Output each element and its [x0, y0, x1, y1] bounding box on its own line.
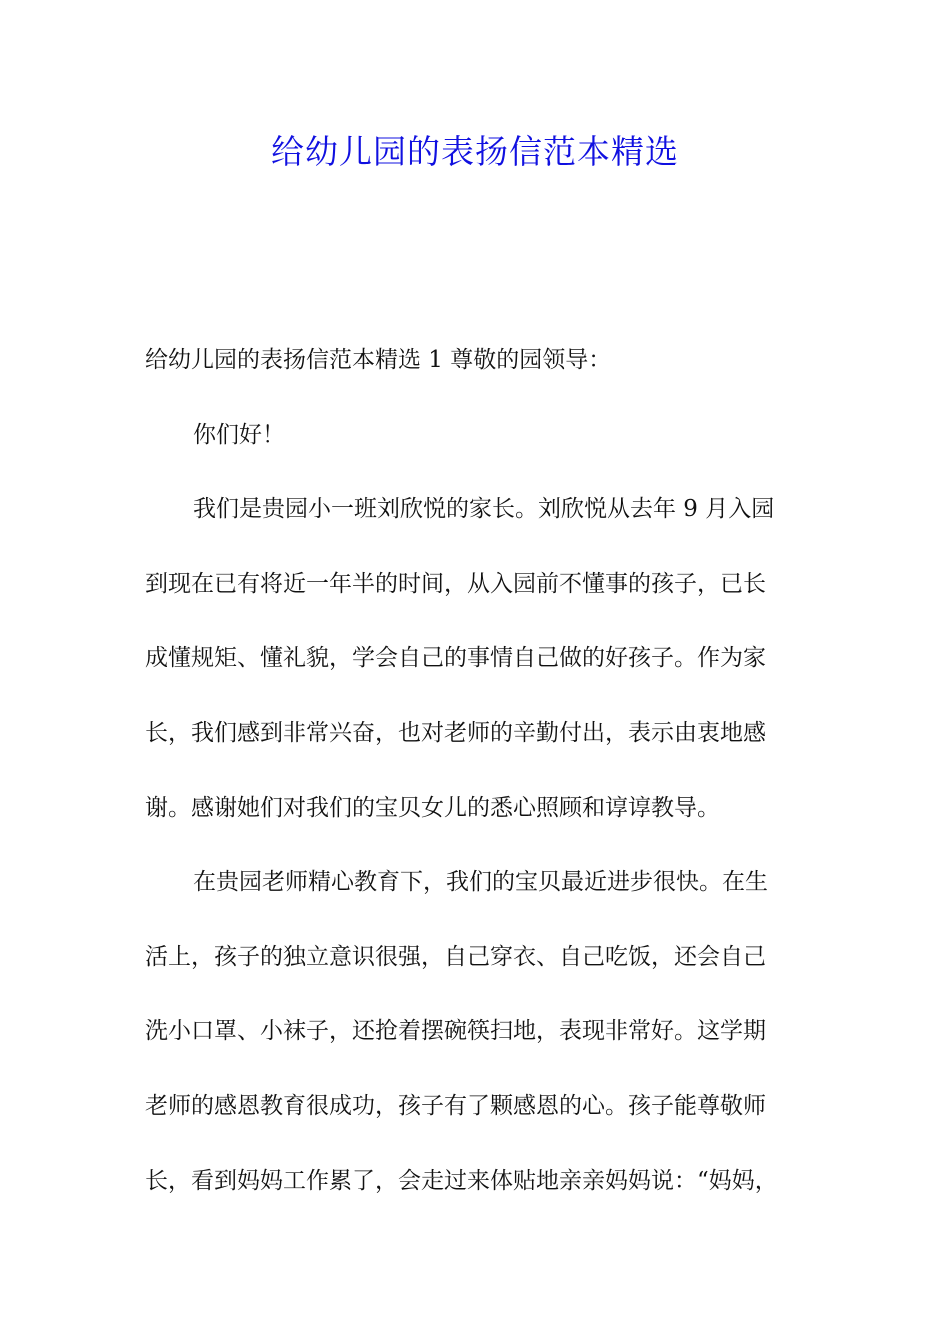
- paragraph-line: 活上，孩子的独立意识很强，自己穿衣、自己吃饭，还会自己: [145, 943, 766, 970]
- greeting-line: 你们好！: [193, 421, 285, 448]
- document-body: [145, 337, 835, 1232]
- paragraph-line: 老师的感恩教育很成功，孩子有了颗感恩的心。孩子能尊敬师: [145, 1092, 766, 1119]
- salutation-line: 给幼儿园的表扬信范本精选 1 尊敬的园领导：: [145, 347, 612, 373]
- paragraph-line: 我们是贵园小一班刘欣悦的家长。刘欣悦从去年 9 月入园: [193, 496, 775, 523]
- paragraph-line: 到现在已有将近一年半的时间，从入园前不懂事的孩子，已长: [145, 570, 766, 597]
- paragraph-line: 谢。感谢她们对我们的宝贝女儿的悉心照顾和谆谆教导。: [145, 794, 720, 821]
- paragraph-line: 长，看到妈妈工作累了，会走过来体贴地亲亲妈妈说：“妈妈，: [145, 1167, 778, 1194]
- paragraph-line: 成懂规矩、懂礼貌，学会自己的事情自己做的好孩子。作为家: [145, 645, 766, 672]
- document-title: 给幼儿园的表扬信范本精选: [271, 132, 679, 171]
- paragraph-line: 长，我们感到非常兴奋，也对老师的辛勤付出，表示由衷地感: [145, 719, 766, 746]
- paragraph-line: 在贵园老师精心教育下，我们的宝贝最近进步很快。在生: [193, 869, 768, 896]
- paragraph-line: 洗小口罩、小袜子，还抢着摆碗筷扫地，表现非常好。这学期: [145, 1018, 766, 1045]
